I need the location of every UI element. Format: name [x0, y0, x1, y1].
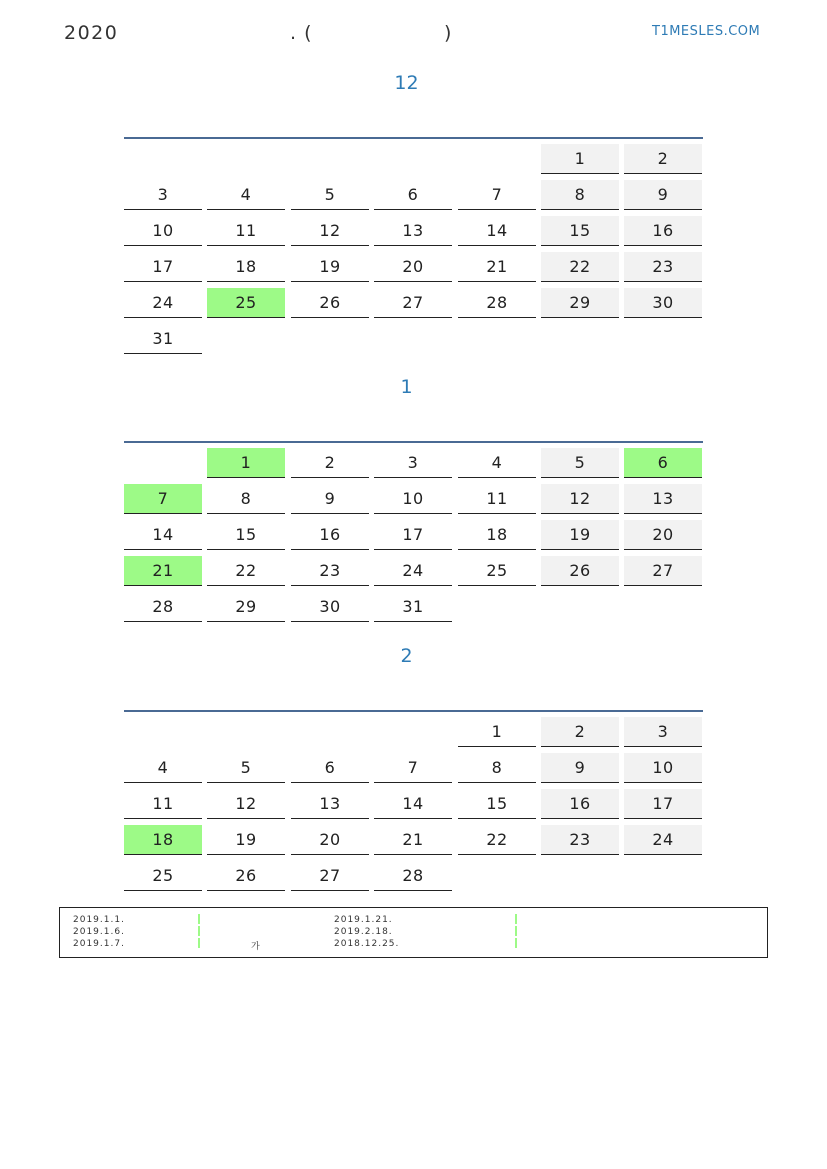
calendar-day: 18	[207, 252, 285, 282]
calendar-day: 17	[374, 520, 452, 550]
calendar-day: 20	[291, 825, 369, 855]
calendar-day: 12	[207, 789, 285, 819]
month-title-february: 2	[400, 645, 413, 667]
calendar-day: 18	[458, 520, 536, 550]
calendar-day: 31	[374, 592, 452, 622]
calendar-day: 28	[374, 861, 452, 891]
calendar-day: 19	[207, 825, 285, 855]
calendar-day: 3	[124, 180, 202, 210]
calendar-day: 16	[291, 520, 369, 550]
calendar-day: 20	[624, 520, 702, 550]
calendar-day: 27	[624, 556, 702, 586]
calendar-day: 19	[291, 252, 369, 282]
calendar-day: 8	[458, 753, 536, 783]
calendar-day: 28	[458, 288, 536, 318]
calendar-day: 3	[624, 717, 702, 747]
legend-note: 가	[251, 942, 261, 952]
calendar-day: 1	[207, 448, 285, 478]
calendar-day: 8	[541, 180, 619, 210]
holiday-color-marker	[515, 914, 517, 924]
calendar-day: 16	[624, 216, 702, 246]
legend-note: 2019.1.7.	[73, 939, 125, 949]
month-title-december: 12	[394, 72, 419, 94]
holiday-color-marker	[198, 914, 200, 924]
calendar-day: 4	[207, 180, 285, 210]
month-rule-february	[124, 710, 703, 712]
calendar-day: 31	[124, 324, 202, 354]
legend-note: 2019.2.18.	[334, 927, 393, 937]
calendar-day: 14	[374, 789, 452, 819]
month-rule-december	[124, 137, 703, 139]
calendar-day: 19	[541, 520, 619, 550]
header-paren-open: . (	[290, 22, 313, 44]
holiday-color-marker	[198, 926, 200, 936]
calendar-day: 6	[624, 448, 702, 478]
calendar-day: 10	[124, 216, 202, 246]
calendar-day: 7	[458, 180, 536, 210]
calendar-day: 4	[458, 448, 536, 478]
calendar-day: 15	[458, 789, 536, 819]
calendar-day: 28	[124, 592, 202, 622]
calendar-day: 27	[374, 288, 452, 318]
calendar-day: 21	[374, 825, 452, 855]
calendar-day: 27	[291, 861, 369, 891]
calendar-day: 9	[291, 484, 369, 514]
calendar-day: 15	[541, 216, 619, 246]
calendar-day: 26	[291, 288, 369, 318]
holiday-color-marker	[515, 926, 517, 936]
calendar-day: 12	[291, 216, 369, 246]
calendar-day: 13	[374, 216, 452, 246]
calendar-day: 25	[458, 556, 536, 586]
month-title-january: 1	[400, 376, 413, 398]
calendar-day: 21	[458, 252, 536, 282]
legend-note: 2018.12.25.	[334, 939, 400, 949]
calendar-day: 14	[124, 520, 202, 550]
calendar-day: 13	[624, 484, 702, 514]
calendar-day: 2	[291, 448, 369, 478]
calendar-day: 23	[624, 252, 702, 282]
calendar-day: 2	[624, 144, 702, 174]
calendar-day: 11	[207, 216, 285, 246]
header-paren-close: )	[444, 22, 452, 44]
holiday-color-marker	[198, 938, 200, 948]
calendar-day: 11	[458, 484, 536, 514]
calendar-day: 25	[124, 861, 202, 891]
header-year: 2020	[64, 22, 119, 44]
calendar-day: 23	[291, 556, 369, 586]
calendar-day: 30	[291, 592, 369, 622]
calendar-day: 6	[291, 753, 369, 783]
calendar-day: 26	[207, 861, 285, 891]
calendar-day: 1	[541, 144, 619, 174]
calendar-day: 21	[124, 556, 202, 586]
calendar-day: 13	[291, 789, 369, 819]
calendar-day: 5	[541, 448, 619, 478]
holiday-legend	[59, 907, 768, 958]
legend-note: 2019.1.21.	[334, 915, 393, 925]
calendar-day: 6	[374, 180, 452, 210]
holiday-color-marker	[515, 938, 517, 948]
calendar-day: 24	[374, 556, 452, 586]
calendar-day: 8	[207, 484, 285, 514]
site-link[interactable]: T1MESLES.COM	[652, 24, 761, 39]
calendar-day: 4	[124, 753, 202, 783]
calendar-day: 24	[624, 825, 702, 855]
calendar-day: 24	[124, 288, 202, 318]
calendar-day: 26	[541, 556, 619, 586]
calendar-day: 18	[124, 825, 202, 855]
calendar-day: 22	[458, 825, 536, 855]
calendar-day: 2	[541, 717, 619, 747]
calendar-day: 30	[624, 288, 702, 318]
calendar-day: 22	[541, 252, 619, 282]
legend-note: 2019.1.1.	[73, 915, 125, 925]
calendar-day: 25	[207, 288, 285, 318]
calendar-day: 9	[541, 753, 619, 783]
calendar-day: 9	[624, 180, 702, 210]
calendar-day: 1	[458, 717, 536, 747]
calendar-day: 7	[124, 484, 202, 514]
calendar-day: 5	[207, 753, 285, 783]
calendar-day: 23	[541, 825, 619, 855]
calendar-day: 14	[458, 216, 536, 246]
calendar-day: 17	[124, 252, 202, 282]
calendar-day: 10	[624, 753, 702, 783]
calendar-day: 10	[374, 484, 452, 514]
calendar-day: 7	[374, 753, 452, 783]
calendar-day: 29	[541, 288, 619, 318]
legend-note: 2019.1.6.	[73, 927, 125, 937]
calendar-day: 17	[624, 789, 702, 819]
calendar-day: 22	[207, 556, 285, 586]
calendar-day: 12	[541, 484, 619, 514]
calendar-day: 5	[291, 180, 369, 210]
calendar-day: 11	[124, 789, 202, 819]
month-rule-january	[124, 441, 703, 443]
calendar-day: 16	[541, 789, 619, 819]
calendar-day: 20	[374, 252, 452, 282]
calendar-day: 3	[374, 448, 452, 478]
calendar-day: 15	[207, 520, 285, 550]
calendar-day: 29	[207, 592, 285, 622]
